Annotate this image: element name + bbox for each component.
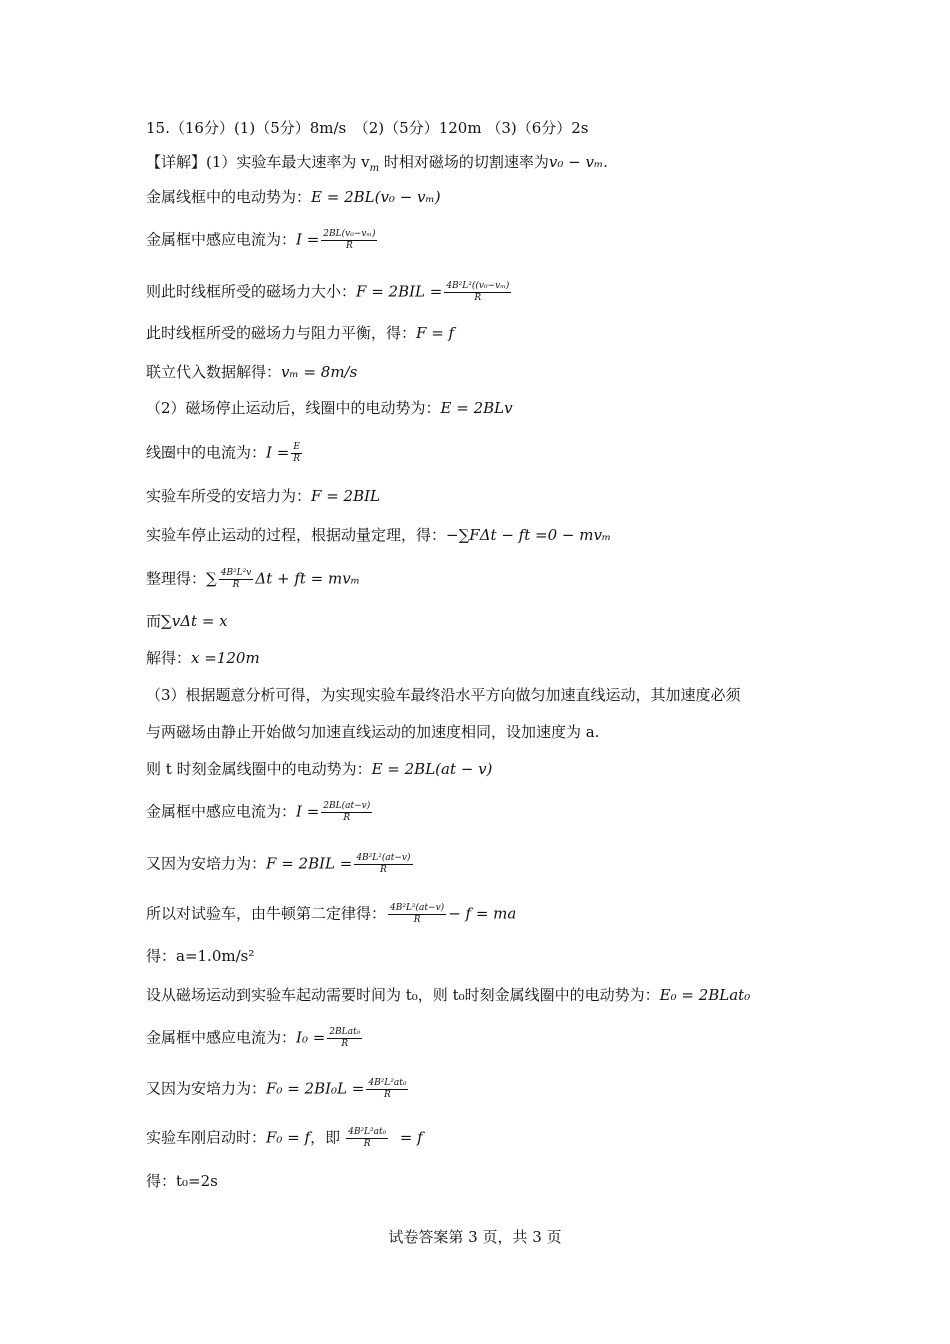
line-17: [146, 801, 374, 824]
fraction: [444, 281, 511, 304]
formula: I =: [296, 230, 320, 249]
line-4: [146, 281, 513, 304]
text: 整理得：: [146, 569, 207, 588]
line-14: （3）根据题意分析可得，为实现实验车最终沿水平方向做匀加速直线运动，其加速度必须: [146, 686, 741, 704]
text: 则此时线框所受的磁场力大小：: [146, 282, 357, 301]
fraction: [291, 442, 302, 465]
line-25: 得：t₀=2s: [146, 1172, 218, 1190]
text: 联立代入数据解得：: [146, 363, 282, 381]
fraction: [354, 853, 412, 876]
text: 线圈中的电流为：: [146, 443, 267, 462]
subscript: m: [369, 163, 380, 174]
formula: I₀ =: [296, 1028, 326, 1047]
fraction: [388, 903, 446, 926]
numerator: 4B²L²(at−v): [390, 903, 445, 913]
denominator: R: [345, 241, 353, 251]
formula: F₀ = 2BI₀L =: [266, 1079, 365, 1098]
line-13: [146, 648, 260, 668]
formula: x =120m: [191, 649, 260, 667]
line-1: [146, 152, 608, 179]
text: 金属框中感应电流为：: [146, 230, 297, 249]
line-10: [146, 525, 611, 545]
formula: E = 2BL(at − v): [371, 760, 493, 778]
denominator: R: [474, 293, 482, 303]
denominator: R: [232, 580, 240, 590]
formula: E = 2BLv: [440, 399, 513, 417]
formula: ∑vΔt = x: [161, 612, 228, 630]
formula: E₀ = 2BLat₀: [659, 986, 751, 1004]
line-7: [146, 398, 513, 418]
numerator: 4B²L²((v₀−vₘ): [446, 281, 510, 291]
line-23: [146, 1078, 410, 1101]
numerator: 2BLat₀: [329, 1027, 361, 1037]
line-24: [146, 1127, 423, 1150]
fraction: [346, 1127, 388, 1150]
question-header: 15.（16分）(1)（5分）8m/s （2)（5分）120m （3)（6分）2s: [146, 119, 589, 137]
text: 则 t 时刻金属线圈中的电动势为：: [146, 760, 372, 778]
denominator: R: [343, 813, 351, 823]
formula: = f: [399, 1128, 423, 1147]
formula: Δt + ft = mvₘ: [255, 569, 360, 588]
formula: E = 2BL(v₀ − vₘ): [311, 188, 441, 206]
denominator: R: [341, 1039, 349, 1049]
text: 实验车所受的安培力为：: [146, 487, 312, 505]
numerator: 2BL(v₀−vₘ): [323, 229, 376, 239]
numerator: 2BL(at−v): [323, 801, 371, 811]
numerator: 4B²L²at₀: [368, 1078, 407, 1088]
formula: − f = ma: [448, 904, 517, 923]
text: 实验车刚启动时：: [146, 1128, 267, 1147]
fraction: [327, 1027, 362, 1050]
fraction: [366, 1078, 408, 1101]
line-6: [146, 362, 357, 382]
line-21: [146, 985, 750, 1005]
denominator: R: [363, 1139, 371, 1149]
text: 又因为安培力为：: [146, 854, 267, 873]
text: 实验车停止运动的过程，根据动量定理，得：: [146, 526, 447, 544]
numerator: E: [291, 442, 302, 454]
text: 金属线框中的电动势为：: [146, 188, 312, 206]
page-footer: 试卷答案第 3 页，共 3 页: [388, 1228, 562, 1246]
denominator: R: [380, 865, 387, 875]
line-5: [146, 323, 454, 343]
fraction: [321, 801, 372, 824]
line-19: [146, 903, 516, 926]
text: ，即: [310, 1128, 341, 1147]
line-11: [146, 568, 360, 591]
line-18: [146, 853, 415, 876]
denominator: R: [384, 1090, 391, 1100]
line-2: [146, 187, 441, 207]
fraction: [219, 568, 254, 591]
text: 而: [146, 612, 162, 630]
line-22: [146, 1027, 364, 1050]
line-15: 与两磁场由静止开始做匀加速直线运动的加速度相同，设加速度为 a.: [146, 723, 600, 741]
formula: −∑FΔt − ft =0 − mvₘ: [446, 526, 612, 544]
text: 又因为安培力为：: [146, 1079, 267, 1098]
formula: F₀ = f: [266, 1128, 311, 1147]
text: 金属框中感应电流为：: [146, 1028, 297, 1047]
denominator: R: [293, 454, 301, 464]
formula: F = 2BIL: [311, 487, 380, 505]
text: 所以对试验车，由牛顿第二定律得：: [146, 904, 387, 923]
text: 金属框中感应电流为：: [146, 802, 297, 821]
formula: F = f: [416, 324, 455, 342]
line-16: [146, 759, 492, 779]
formula: v₀ − vₘ.: [548, 153, 608, 171]
numerator: 4B²L²v: [220, 568, 252, 578]
formula: vₘ = 8m/s: [281, 363, 358, 381]
formula: I =: [266, 443, 290, 462]
line-20: 得：a=1.0m/s²: [146, 947, 255, 965]
text: 设从磁场运动到实验车起动需要时间为 t₀，则 t₀时刻金属线圈中的电动势为：: [146, 986, 660, 1004]
text: 时相对磁场的切割速率为: [379, 153, 549, 171]
line-3: [146, 229, 379, 252]
numerator: 4B²L²(at−v): [356, 853, 411, 863]
line-9: [146, 486, 380, 506]
formula: I =: [296, 802, 320, 821]
text: 此时线框所受的磁场力与阻力平衡，得：: [146, 324, 417, 342]
denominator: R: [413, 915, 421, 925]
line-12: [146, 611, 228, 631]
line-8: [146, 442, 304, 465]
text: 【详解】(1）实验车最大速率为 v: [146, 153, 370, 171]
text: 解得：: [146, 649, 192, 667]
numerator: 4B²L²at₀: [348, 1127, 387, 1137]
sum-symbol: ∑: [206, 569, 217, 588]
text: （2）磁场停止运动后，线圈中的电动势为：: [146, 399, 441, 417]
formula: F = 2BIL =: [266, 854, 353, 873]
formula: F = 2BIL =: [356, 282, 443, 301]
fraction: [321, 229, 377, 252]
